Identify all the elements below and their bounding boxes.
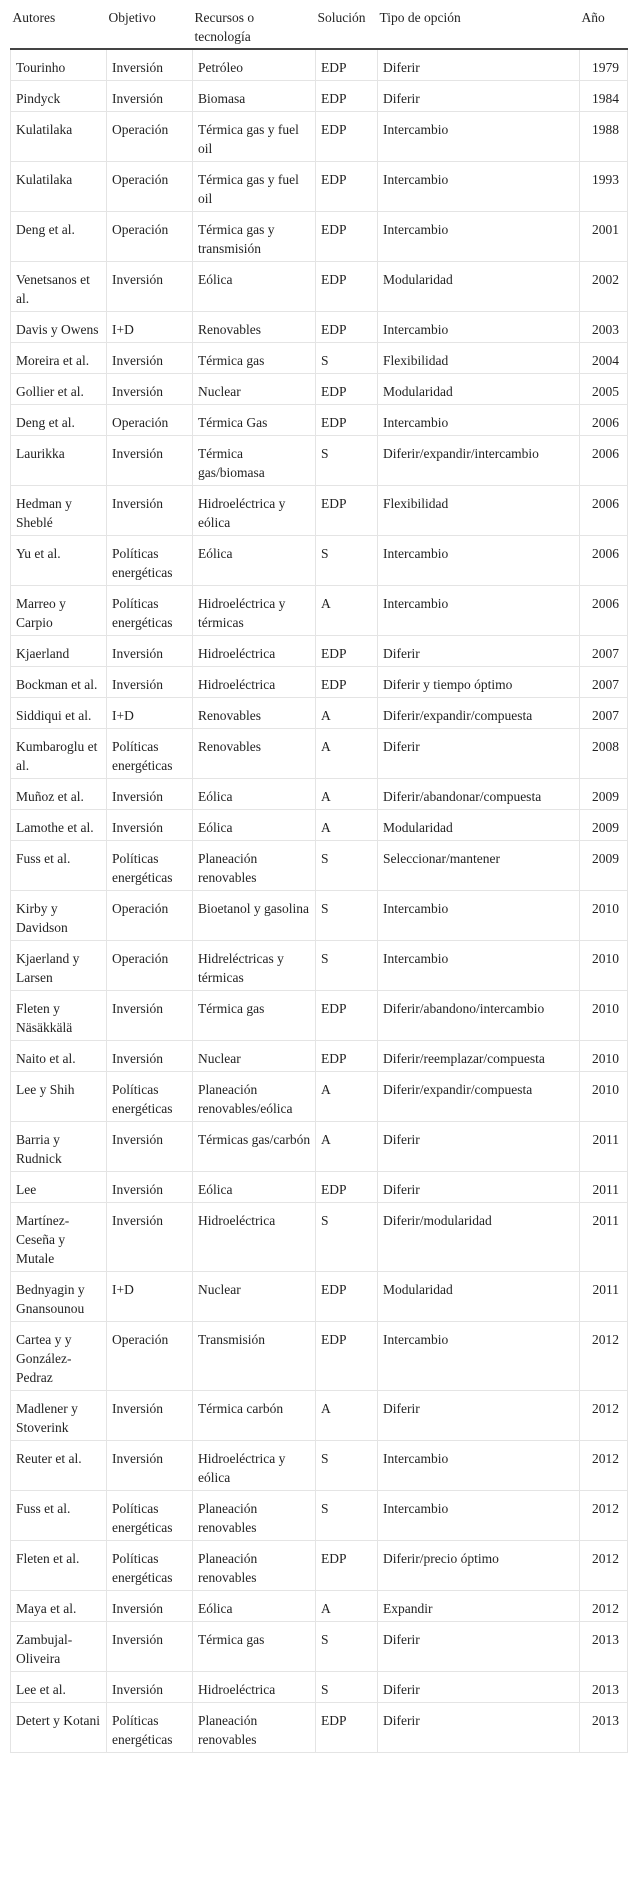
table-row <box>11 779 628 810</box>
cell-tipo-opcion: Intercambio <box>378 112 580 162</box>
cell-solucion: EDP <box>316 81 378 112</box>
cell-objetivo: Inversión <box>107 1622 193 1672</box>
cell-tipo-opcion: Flexibilidad <box>378 486 580 536</box>
cell-ano: 2002 <box>580 262 628 312</box>
cell-ano: 2007 <box>580 636 628 667</box>
cell-autores: Cartea y y González-Pedraz <box>11 1322 107 1391</box>
cell-tipo-opcion: Intercambio <box>378 891 580 941</box>
table-row <box>11 1322 628 1391</box>
cell-tipo-opcion: Diferir <box>378 49 580 81</box>
cell-objetivo: Inversión <box>107 667 193 698</box>
cell-tipo-opcion: Modularidad <box>378 374 580 405</box>
table-row <box>11 729 628 779</box>
cell-objetivo: Inversión <box>107 1203 193 1272</box>
cell-objetivo: Inversión <box>107 1441 193 1491</box>
header-recursos: Recursos o tecnología <box>193 0 316 49</box>
cell-ano: 2012 <box>580 1541 628 1591</box>
cell-tipo-opcion: Diferir/precio óptimo <box>378 1541 580 1591</box>
cell-autores: Lee et al. <box>11 1672 107 1703</box>
cell-recursos: Transmisión <box>193 1322 316 1391</box>
cell-autores: Naito et al. <box>11 1041 107 1072</box>
cell-tipo-opcion: Diferir <box>378 1172 580 1203</box>
table-row <box>11 1441 628 1491</box>
cell-solucion: EDP <box>316 312 378 343</box>
cell-objetivo: Inversión <box>107 343 193 374</box>
table-row <box>11 436 628 486</box>
cell-autores: Yu et al. <box>11 536 107 586</box>
header-solucion: Solución <box>316 0 378 49</box>
table-row <box>11 941 628 991</box>
cell-solucion: S <box>316 891 378 941</box>
cell-recursos: Hidroeléctrica <box>193 636 316 667</box>
cell-objetivo: Políticas energéticas <box>107 841 193 891</box>
cell-objetivo: Operación <box>107 212 193 262</box>
cell-objetivo: I+D <box>107 312 193 343</box>
table-row <box>11 586 628 636</box>
header-objetivo: Objetivo <box>107 0 193 49</box>
cell-objetivo: Inversión <box>107 1172 193 1203</box>
cell-solucion: EDP <box>316 486 378 536</box>
cell-recursos: Biomasa <box>193 81 316 112</box>
cell-recursos: Planeación renovables <box>193 1491 316 1541</box>
table-row <box>11 81 628 112</box>
cell-recursos: Planeación renovables/eólica <box>193 1072 316 1122</box>
cell-solucion: EDP <box>316 1272 378 1322</box>
cell-ano: 2012 <box>580 1391 628 1441</box>
cell-objetivo: Políticas energéticas <box>107 536 193 586</box>
cell-tipo-opcion: Diferir <box>378 729 580 779</box>
cell-tipo-opcion: Diferir <box>378 1672 580 1703</box>
cell-tipo-opcion: Intercambio <box>378 941 580 991</box>
cell-ano: 2008 <box>580 729 628 779</box>
cell-solucion: EDP <box>316 1322 378 1391</box>
table-row <box>11 810 628 841</box>
cell-autores: Laurikka <box>11 436 107 486</box>
cell-ano: 2012 <box>580 1491 628 1541</box>
cell-tipo-opcion: Diferir/reemplazar/compuesta <box>378 1041 580 1072</box>
cell-recursos: Eólica <box>193 779 316 810</box>
cell-tipo-opcion: Expandir <box>378 1591 580 1622</box>
table-row <box>11 1072 628 1122</box>
cell-solucion: S <box>316 1622 378 1672</box>
table-body <box>11 49 628 1753</box>
table-row <box>11 1672 628 1703</box>
cell-ano: 2012 <box>580 1441 628 1491</box>
cell-tipo-opcion: Intercambio <box>378 162 580 212</box>
cell-autores: Hedman y Sheblé <box>11 486 107 536</box>
table-row <box>11 49 628 81</box>
cell-ano: 1988 <box>580 112 628 162</box>
cell-tipo-opcion: Flexibilidad <box>378 343 580 374</box>
cell-autores: Maya et al. <box>11 1591 107 1622</box>
cell-objetivo: Políticas energéticas <box>107 1541 193 1591</box>
cell-autores: Fuss et al. <box>11 841 107 891</box>
cell-solucion: A <box>316 810 378 841</box>
table-header <box>11 0 628 49</box>
cell-autores: Davis y Owens <box>11 312 107 343</box>
cell-tipo-opcion: Intercambio <box>378 405 580 436</box>
cell-autores: Kjaerland <box>11 636 107 667</box>
cell-autores: Fleten y Näsäkkälä <box>11 991 107 1041</box>
cell-autores: Bednyagin y Gnansounou <box>11 1272 107 1322</box>
cell-ano: 1993 <box>580 162 628 212</box>
cell-solucion: EDP <box>316 1541 378 1591</box>
table-row <box>11 343 628 374</box>
cell-ano: 2006 <box>580 536 628 586</box>
cell-ano: 2001 <box>580 212 628 262</box>
cell-solucion: S <box>316 343 378 374</box>
cell-autores: Moreira et al. <box>11 343 107 374</box>
cell-ano: 2012 <box>580 1591 628 1622</box>
cell-autores: Kirby y Davidson <box>11 891 107 941</box>
cell-objetivo: Inversión <box>107 991 193 1041</box>
cell-objetivo: Operación <box>107 162 193 212</box>
cell-solucion: EDP <box>316 1703 378 1753</box>
cell-recursos: Planeación renovables <box>193 1703 316 1753</box>
cell-ano: 2011 <box>580 1122 628 1172</box>
table-row <box>11 262 628 312</box>
cell-tipo-opcion: Intercambio <box>378 212 580 262</box>
cell-solucion: A <box>316 1391 378 1441</box>
cell-autores: Marreo y Carpio <box>11 586 107 636</box>
cell-recursos: Térmica gas/biomasa <box>193 436 316 486</box>
cell-objetivo: Operación <box>107 1322 193 1391</box>
cell-tipo-opcion: Diferir/expandir/compuesta <box>378 1072 580 1122</box>
table-row <box>11 112 628 162</box>
cell-solucion: EDP <box>316 49 378 81</box>
cell-tipo-opcion: Diferir/modularidad <box>378 1203 580 1272</box>
cell-recursos: Nuclear <box>193 374 316 405</box>
cell-autores: Detert y Kotani <box>11 1703 107 1753</box>
cell-solucion: A <box>316 779 378 810</box>
cell-objetivo: Inversión <box>107 262 193 312</box>
cell-objetivo: Políticas energéticas <box>107 586 193 636</box>
cell-objetivo: Políticas energéticas <box>107 729 193 779</box>
cell-ano: 2010 <box>580 1041 628 1072</box>
header-row <box>11 0 628 49</box>
cell-tipo-opcion: Modularidad <box>378 810 580 841</box>
cell-solucion: EDP <box>316 405 378 436</box>
table-row <box>11 486 628 536</box>
cell-recursos: Petróleo <box>193 49 316 81</box>
cell-objetivo: I+D <box>107 698 193 729</box>
cell-ano: 2007 <box>580 698 628 729</box>
cell-ano: 1984 <box>580 81 628 112</box>
cell-autores: Lamothe et al. <box>11 810 107 841</box>
cell-solucion: EDP <box>316 1172 378 1203</box>
cell-tipo-opcion: Diferir <box>378 1703 580 1753</box>
cell-tipo-opcion: Diferir <box>378 636 580 667</box>
cell-recursos: Térmica Gas <box>193 405 316 436</box>
cell-recursos: Renovables <box>193 698 316 729</box>
cell-objetivo: I+D <box>107 1272 193 1322</box>
cell-autores: Bockman et al. <box>11 667 107 698</box>
cell-recursos: Térmica carbón <box>193 1391 316 1441</box>
header-autores: Autores <box>11 0 107 49</box>
table-row <box>11 667 628 698</box>
cell-autores: Deng et al. <box>11 405 107 436</box>
table-row <box>11 1622 628 1672</box>
cell-ano: 2013 <box>580 1622 628 1672</box>
cell-tipo-opcion: Diferir/expandir/compuesta <box>378 698 580 729</box>
cell-objetivo: Inversión <box>107 1591 193 1622</box>
cell-recursos: Térmica gas y transmisión <box>193 212 316 262</box>
cell-objetivo: Operación <box>107 941 193 991</box>
cell-tipo-opcion: Intercambio <box>378 312 580 343</box>
cell-recursos: Térmica gas <box>193 991 316 1041</box>
cell-tipo-opcion: Diferir <box>378 1622 580 1672</box>
cell-autores: Kulatilaka <box>11 112 107 162</box>
cell-tipo-opcion: Modularidad <box>378 262 580 312</box>
cell-ano: 2009 <box>580 841 628 891</box>
table-row <box>11 312 628 343</box>
cell-solucion: EDP <box>316 212 378 262</box>
cell-solucion: EDP <box>316 374 378 405</box>
table-row <box>11 374 628 405</box>
cell-tipo-opcion: Intercambio <box>378 1441 580 1491</box>
cell-ano: 2013 <box>580 1703 628 1753</box>
cell-ano: 2006 <box>580 486 628 536</box>
cell-autores: Zambujal-Oliveira <box>11 1622 107 1672</box>
cell-objetivo: Inversión <box>107 1041 193 1072</box>
cell-solucion: S <box>316 1672 378 1703</box>
cell-ano: 2006 <box>580 586 628 636</box>
cell-solucion: EDP <box>316 636 378 667</box>
cell-autores: Kumbaroglu et al. <box>11 729 107 779</box>
cell-autores: Tourinho <box>11 49 107 81</box>
cell-solucion: EDP <box>316 262 378 312</box>
cell-recursos: Térmica gas y fuel oil <box>193 162 316 212</box>
cell-autores: Lee y Shih <box>11 1072 107 1122</box>
cell-autores: Reuter et al. <box>11 1441 107 1491</box>
table-row <box>11 1703 628 1753</box>
cell-objetivo: Inversión <box>107 636 193 667</box>
table-row <box>11 991 628 1041</box>
cell-ano: 2003 <box>580 312 628 343</box>
cell-ano: 2009 <box>580 810 628 841</box>
cell-autores: Muñoz et al. <box>11 779 107 810</box>
cell-solucion: S <box>316 841 378 891</box>
cell-recursos: Eólica <box>193 262 316 312</box>
cell-ano: 1979 <box>580 49 628 81</box>
table-row <box>11 1203 628 1272</box>
cell-tipo-opcion: Diferir/abandonar/compuesta <box>378 779 580 810</box>
cell-ano: 2009 <box>580 779 628 810</box>
table-row <box>11 1172 628 1203</box>
cell-recursos: Nuclear <box>193 1041 316 1072</box>
cell-objetivo: Inversión <box>107 810 193 841</box>
cell-recursos: Eólica <box>193 536 316 586</box>
cell-tipo-opcion: Intercambio <box>378 1322 580 1391</box>
cell-autores: Martínez-Ceseña y Mutale <box>11 1203 107 1272</box>
cell-autores: Kjaerland y Larsen <box>11 941 107 991</box>
cell-objetivo: Operación <box>107 112 193 162</box>
cell-tipo-opcion: Seleccionar/mantener <box>378 841 580 891</box>
cell-objetivo: Inversión <box>107 436 193 486</box>
cell-tipo-opcion: Diferir <box>378 81 580 112</box>
table-row <box>11 1272 628 1322</box>
table-row <box>11 405 628 436</box>
cell-objetivo: Políticas energéticas <box>107 1491 193 1541</box>
table-row <box>11 1491 628 1541</box>
cell-recursos: Eólica <box>193 810 316 841</box>
cell-recursos: Nuclear <box>193 1272 316 1322</box>
cell-objetivo: Inversión <box>107 779 193 810</box>
cell-ano: 2010 <box>580 941 628 991</box>
cell-tipo-opcion: Diferir <box>378 1122 580 1172</box>
cell-solucion: A <box>316 1122 378 1172</box>
cell-solucion: EDP <box>316 991 378 1041</box>
header-ano: Año <box>580 0 628 49</box>
table-row <box>11 841 628 891</box>
cell-autores: Siddiqui et al. <box>11 698 107 729</box>
cell-solucion: S <box>316 1203 378 1272</box>
cell-solucion: A <box>316 729 378 779</box>
cell-ano: 2005 <box>580 374 628 405</box>
cell-solucion: S <box>316 1491 378 1541</box>
cell-objetivo: Operación <box>107 405 193 436</box>
cell-solucion: S <box>316 1441 378 1491</box>
literature-table <box>10 0 628 1753</box>
cell-ano: 2006 <box>580 436 628 486</box>
table-row <box>11 212 628 262</box>
cell-recursos: Renovables <box>193 312 316 343</box>
table-row <box>11 698 628 729</box>
cell-tipo-opcion: Diferir y tiempo óptimo <box>378 667 580 698</box>
cell-objetivo: Inversión <box>107 1391 193 1441</box>
table-row <box>11 1122 628 1172</box>
cell-solucion: A <box>316 1591 378 1622</box>
cell-solucion: A <box>316 1072 378 1122</box>
cell-ano: 2011 <box>580 1272 628 1322</box>
table-row <box>11 891 628 941</box>
cell-recursos: Eólica <box>193 1172 316 1203</box>
table-row <box>11 1041 628 1072</box>
cell-solucion: A <box>316 698 378 729</box>
cell-ano: 2011 <box>580 1203 628 1272</box>
cell-tipo-opcion: Diferir/abandono/intercambio <box>378 991 580 1041</box>
table-row <box>11 162 628 212</box>
cell-tipo-opcion: Intercambio <box>378 536 580 586</box>
cell-objetivo: Operación <box>107 891 193 941</box>
cell-recursos: Renovables <box>193 729 316 779</box>
cell-recursos: Hidroeléctrica <box>193 667 316 698</box>
cell-objetivo: Inversión <box>107 486 193 536</box>
cell-ano: 2006 <box>580 405 628 436</box>
cell-recursos: Bioetanol y gasolina <box>193 891 316 941</box>
cell-tipo-opcion: Intercambio <box>378 1491 580 1541</box>
cell-recursos: Hidreléctricas y térmicas <box>193 941 316 991</box>
cell-recursos: Térmica gas <box>193 1622 316 1672</box>
cell-autores: Madlener y Stoverink <box>11 1391 107 1441</box>
cell-solucion: S <box>316 941 378 991</box>
cell-objetivo: Inversión <box>107 374 193 405</box>
table-row <box>11 1391 628 1441</box>
cell-ano: 2010 <box>580 891 628 941</box>
cell-autores: Kulatilaka <box>11 162 107 212</box>
table-row <box>11 1541 628 1591</box>
cell-ano: 2012 <box>580 1322 628 1391</box>
cell-ano: 2007 <box>580 667 628 698</box>
table-row <box>11 536 628 586</box>
table-row <box>11 1591 628 1622</box>
cell-objetivo: Políticas energéticas <box>107 1703 193 1753</box>
cell-solucion: EDP <box>316 1041 378 1072</box>
cell-recursos: Térmica gas y fuel oil <box>193 112 316 162</box>
cell-autores: Gollier et al. <box>11 374 107 405</box>
cell-recursos: Planeación renovables <box>193 841 316 891</box>
cell-recursos: Hidroeléctrica y eólica <box>193 486 316 536</box>
cell-autores: Deng et al. <box>11 212 107 262</box>
cell-autores: Venetsanos et al. <box>11 262 107 312</box>
cell-recursos: Hidroeléctrica y eólica <box>193 1441 316 1491</box>
cell-ano: 2011 <box>580 1172 628 1203</box>
cell-recursos: Hidroeléctrica y térmicas <box>193 586 316 636</box>
cell-tipo-opcion: Intercambio <box>378 586 580 636</box>
cell-solucion: EDP <box>316 112 378 162</box>
cell-autores: Lee <box>11 1172 107 1203</box>
cell-solucion: EDP <box>316 667 378 698</box>
cell-objetivo: Inversión <box>107 49 193 81</box>
cell-tipo-opcion: Diferir <box>378 1391 580 1441</box>
cell-autores: Fleten et al. <box>11 1541 107 1591</box>
cell-solucion: S <box>316 436 378 486</box>
table-row <box>11 636 628 667</box>
cell-recursos: Térmica gas <box>193 343 316 374</box>
cell-recursos: Hidroeléctrica <box>193 1672 316 1703</box>
cell-objetivo: Inversión <box>107 1122 193 1172</box>
cell-recursos: Planeación renovables <box>193 1541 316 1591</box>
cell-recursos: Térmicas gas/carbón <box>193 1122 316 1172</box>
cell-objetivo: Inversión <box>107 1672 193 1703</box>
cell-tipo-opcion: Diferir/expandir/intercambio <box>378 436 580 486</box>
cell-autores: Pindyck <box>11 81 107 112</box>
cell-tipo-opcion: Modularidad <box>378 1272 580 1322</box>
cell-autores: Fuss et al. <box>11 1491 107 1541</box>
cell-solucion: S <box>316 536 378 586</box>
cell-ano: 2010 <box>580 991 628 1041</box>
cell-ano: 2004 <box>580 343 628 374</box>
cell-recursos: Eólica <box>193 1591 316 1622</box>
cell-solucion: A <box>316 586 378 636</box>
cell-objetivo: Políticas energéticas <box>107 1072 193 1122</box>
cell-solucion: EDP <box>316 162 378 212</box>
cell-ano: 2013 <box>580 1672 628 1703</box>
cell-recursos: Hidroeléctrica <box>193 1203 316 1272</box>
cell-autores: Barria y Rudnick <box>11 1122 107 1172</box>
cell-ano: 2010 <box>580 1072 628 1122</box>
cell-objetivo: Inversión <box>107 81 193 112</box>
header-tipo-opcion: Tipo de opción <box>378 0 580 49</box>
